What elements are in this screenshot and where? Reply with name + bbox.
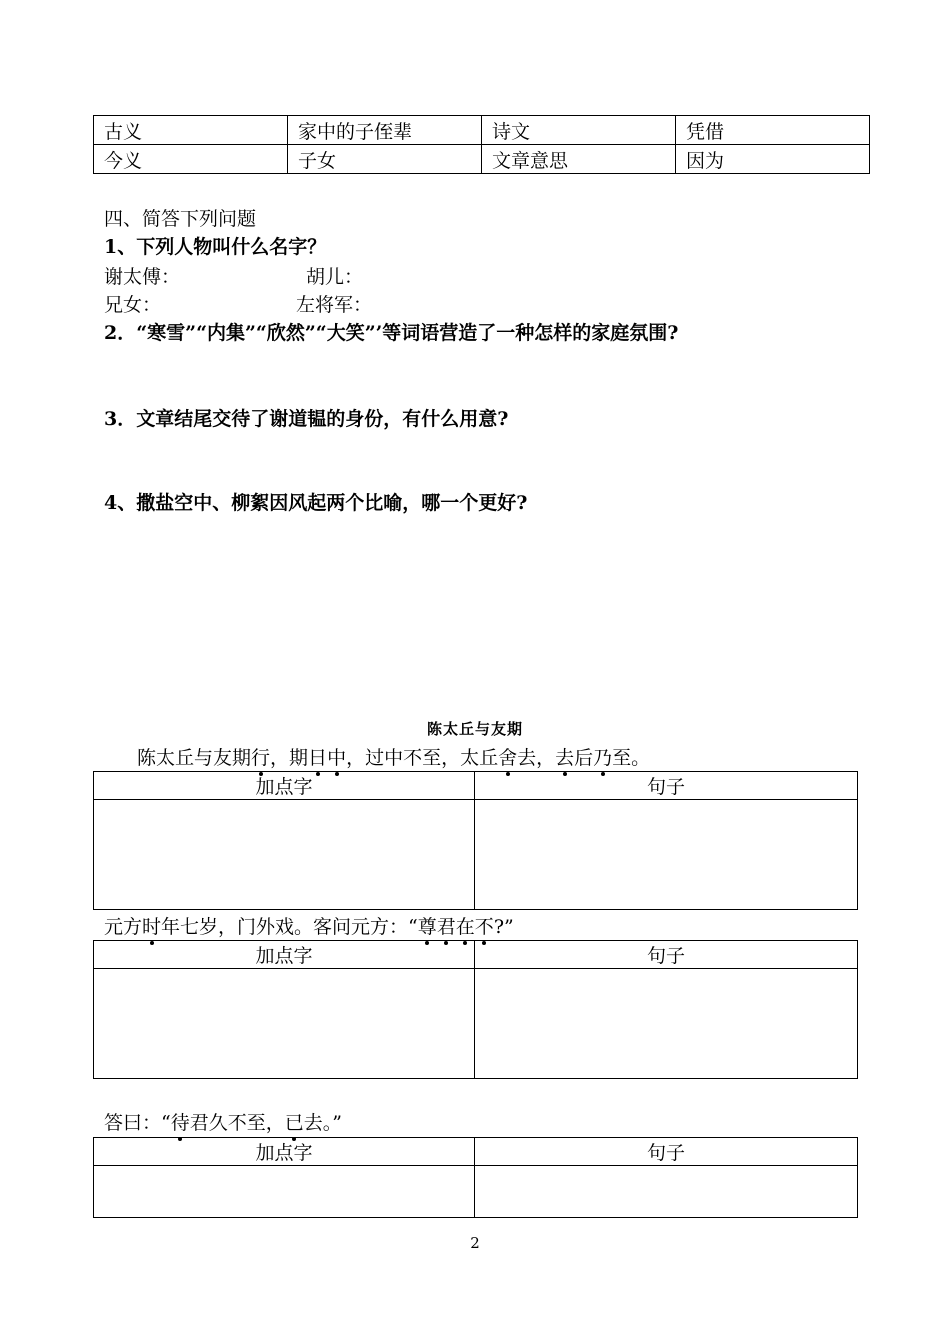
q1-item-xiongnv: 兄女： (104, 294, 162, 316)
header-dotted-char: 加点字 (94, 1138, 475, 1166)
sentence-3 (104, 1108, 342, 1135)
dotted-char-text: 时 (142, 916, 162, 938)
dotted-char (285, 1112, 304, 1134)
text-segment: 去。” (303, 1112, 342, 1134)
dotted-char-text: 在 (455, 916, 475, 938)
table-cell: 子女 (288, 145, 482, 174)
dotted-char-text: 待 (170, 1112, 190, 1134)
text-segment: ，期 (270, 747, 309, 769)
text-segment: 去， (517, 747, 556, 769)
dotted-char (171, 1112, 190, 1134)
table-cell: 凭借 (676, 116, 870, 145)
dotted-char-text: 中 (327, 747, 347, 769)
dotted-char (327, 747, 346, 769)
story-title: 陈太丘与友期 (426, 720, 523, 738)
header-dotted-char: 加点字 (94, 772, 475, 800)
dotted-char (437, 916, 456, 938)
dotted-char (475, 916, 494, 938)
dotted-char-text: 不 (474, 916, 494, 938)
text-segment: 陈太丘与友期 (137, 747, 252, 769)
table-row (94, 145, 870, 174)
section-heading: 四、简答下列问题 (104, 208, 257, 230)
q1-item-zuojiangjun: 左将军： (296, 294, 373, 316)
dotted-char (593, 747, 612, 769)
header-sentence: 句子 (475, 772, 858, 800)
table-header-row (94, 772, 858, 800)
text-segment: ?” (493, 916, 514, 938)
text-segment: 元方 (104, 916, 143, 938)
answer-cell[interactable] (475, 1166, 858, 1218)
table-row (94, 116, 870, 145)
sentence-2 (104, 912, 514, 939)
dotted-char (555, 747, 574, 769)
table-cell: 诗文 (482, 116, 676, 145)
text-segment: 年七岁，门外戏。客问元方：“ (161, 916, 418, 938)
sentence-1 (137, 743, 650, 770)
table-cell: 因为 (676, 145, 870, 174)
dotted-char-text: 尊 (417, 916, 437, 938)
question-3: 3．文章结尾交待了谢道韫的身份，有什么用意? (104, 408, 509, 430)
answer-cell[interactable] (94, 969, 475, 1079)
text-segment: 至。 (612, 747, 651, 769)
q1-item-xietaifu: 谢太傅： (104, 266, 181, 288)
question-1: 1、下列人物叫什么名字？ (104, 236, 327, 258)
answer-cell[interactable] (94, 1166, 475, 1218)
answer-table-1 (93, 771, 858, 910)
table-cell: 家中的子侄辈 (288, 116, 482, 145)
dotted-char (418, 916, 437, 938)
answer-row (94, 969, 858, 1079)
table-header-row (94, 941, 858, 969)
dotted-char-text: 君 (436, 916, 456, 938)
answer-cell[interactable] (475, 969, 858, 1079)
answer-cell[interactable] (94, 800, 475, 910)
dotted-char-text: 舍 (498, 747, 518, 769)
header-sentence: 句子 (475, 941, 858, 969)
table-cell: 今义 (94, 145, 288, 174)
dotted-char (142, 916, 161, 938)
text-segment: 后 (574, 747, 594, 769)
dotted-char-text: 已 (284, 1112, 304, 1134)
answer-table-3 (93, 1137, 858, 1218)
q1-item-huer: 胡儿： (306, 266, 364, 288)
question-2: 2．“寒雪”“内集”“欣然”“大笑”’等词语营造了一种怎样的家庭氛围? (104, 322, 679, 344)
answer-row (94, 800, 858, 910)
answer-row (94, 1166, 858, 1218)
page-number: 2 (470, 1234, 480, 1252)
dotted-char (498, 747, 517, 769)
text-segment: ，过中不至，太丘 (346, 747, 499, 769)
dotted-char-text: 行 (251, 747, 271, 769)
dotted-char (251, 747, 270, 769)
dotted-char-text: 乃 (593, 747, 613, 769)
text-segment: 答曰：“ (104, 1112, 171, 1134)
dotted-char-text: 日 (308, 747, 328, 769)
table-header-row (94, 1138, 858, 1166)
text-segment: 君久不至， (189, 1112, 285, 1134)
table-cell: 文章意思 (482, 145, 676, 174)
header-sentence: 句子 (475, 1138, 858, 1166)
answer-cell[interactable] (475, 800, 858, 910)
dotted-char-text: 去 (555, 747, 575, 769)
dotted-char (456, 916, 475, 938)
table-cell: 古义 (94, 116, 288, 145)
question-4: 4、撒盐空中、柳絮因风起两个比喻，哪一个更好? (104, 492, 528, 514)
header-dotted-char: 加点字 (94, 941, 475, 969)
vocab-table (93, 115, 870, 174)
answer-table-2 (93, 940, 858, 1079)
dotted-char (308, 747, 327, 769)
